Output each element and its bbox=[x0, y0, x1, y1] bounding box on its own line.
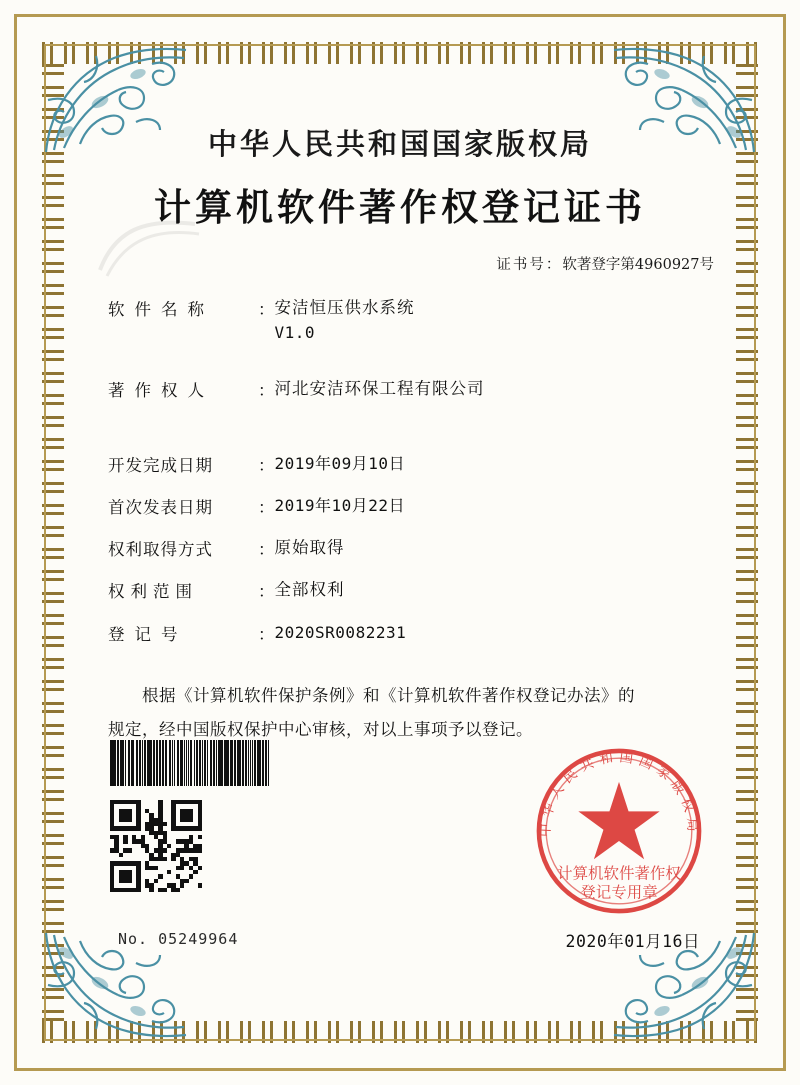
qr-code-icon bbox=[110, 800, 202, 892]
svg-text:中华人民共和国国家版权局: 中华人民共和国国家版权局 bbox=[537, 749, 701, 838]
legal-statement-line-1 bbox=[108, 679, 710, 713]
field-label: 权利取得方式 bbox=[108, 539, 213, 559]
legal-statement-text: 根据《计算机软件保护条例》和《计算机软件著作权登记办法》的 bbox=[142, 686, 635, 705]
field-rights-scope bbox=[108, 578, 740, 603]
field-colon: ： bbox=[258, 625, 275, 644]
serial-number bbox=[118, 930, 238, 948]
field-registration-number bbox=[108, 621, 740, 645]
field-label: 著作权人 bbox=[108, 380, 214, 400]
issue-date: 2020年01月16日 bbox=[565, 932, 700, 951]
serial-prefix: No. bbox=[118, 930, 149, 948]
field-label: 开发完成日期 bbox=[108, 455, 213, 475]
field-value: 全部权利 bbox=[274, 580, 345, 600]
certificate-number-label: 证书号： bbox=[496, 257, 563, 273]
field-value-group bbox=[275, 296, 415, 345]
field-label: 权利范围 bbox=[108, 582, 198, 602]
legal-statement bbox=[60, 679, 740, 747]
serial-value: 05249964 bbox=[158, 930, 239, 948]
field-value-version: V1.0 bbox=[274, 322, 316, 342]
field-colon: ： bbox=[258, 497, 275, 517]
field-first-publication-date bbox=[108, 494, 740, 518]
field-copyright-owner bbox=[108, 377, 740, 402]
field-value: 2019年09月10日 bbox=[274, 453, 406, 473]
svg-text:登记专用章: 登记专用章 bbox=[580, 883, 658, 902]
barcode-icon bbox=[110, 740, 270, 786]
svg-text:计算机软件著作权: 计算机软件著作权 bbox=[557, 864, 681, 883]
field-label: 首次发表日期 bbox=[108, 497, 213, 517]
field-colon: ： bbox=[258, 539, 275, 559]
field-rights-acquisition-method bbox=[108, 536, 740, 561]
field-value: 2020SR0082231 bbox=[274, 623, 407, 642]
legal-statement-line-2: 规定，经中国版权保护中心审核，对以上事项予以登记。 bbox=[108, 719, 533, 739]
field-development-completion-date bbox=[108, 452, 740, 476]
fields-list bbox=[60, 296, 740, 645]
certificate-number-value: 软著登字第4960927号 bbox=[562, 257, 714, 273]
field-colon: ： bbox=[258, 300, 275, 319]
field-value: 原始取得 bbox=[274, 537, 345, 557]
field-software-name bbox=[108, 296, 740, 345]
field-label: 软件名称 bbox=[108, 300, 214, 319]
field-value: 安洁恒压供水系统 bbox=[274, 298, 415, 317]
field-colon: ： bbox=[258, 380, 275, 400]
spacer bbox=[108, 351, 740, 377]
field-colon: ： bbox=[258, 455, 275, 475]
official-seal-icon bbox=[528, 740, 710, 922]
field-label: 登记号 bbox=[108, 625, 188, 644]
spacer bbox=[108, 408, 740, 452]
certificate-number bbox=[60, 253, 740, 274]
field-value: 2019年10月22日 bbox=[274, 495, 406, 515]
field-colon: ： bbox=[258, 582, 275, 602]
field-value: 河北安洁环保工程有限公司 bbox=[274, 378, 485, 398]
page-title-certificate: 计算机软件著作权登记证书 bbox=[154, 185, 646, 229]
page-title-issuer: 中华人民共和国国家版权局 bbox=[207, 127, 592, 161]
